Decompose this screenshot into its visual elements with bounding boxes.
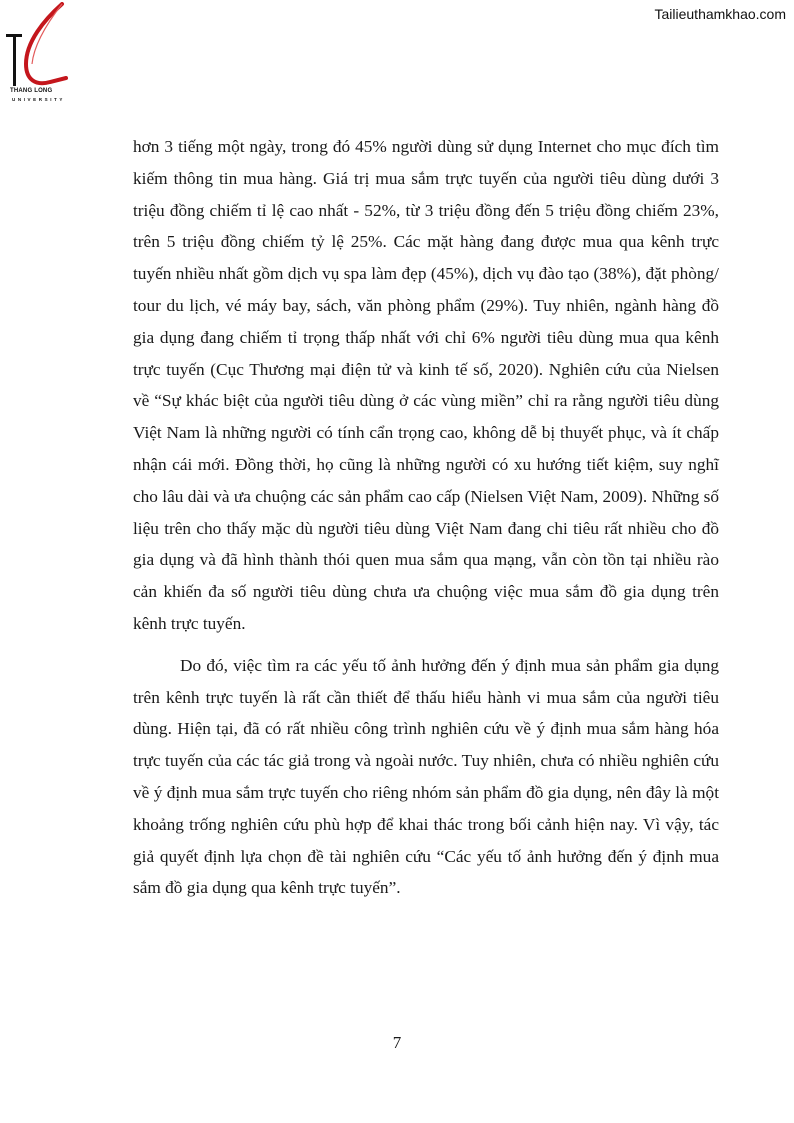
logo-emblem-icon: [4, 2, 74, 92]
document-body: [133, 131, 719, 914]
university-logo: [4, 2, 74, 106]
logo-sub-text: UNIVERSITY: [12, 97, 66, 102]
paragraph-1: hơn 3 tiếng một ngày, trong đó 45% người dùng sử dụng Internet cho mục đích tìm kiếm thông tin mua hàng. Giá trị mua sắm trực tuyến của người tiêu dùng dưới 3 triệu đồng chiếm tỉ lệ cao nhất - 52%, từ 3 triệu đồng đến 5 triệu đồng chiếm 23%, trên 5 triệu đồng chiếm tỷ lệ 25%. Các mặt hàng đang được mua qua kênh trực tuyến nhiều nhất gồm dịch vụ spa làm đẹp (45%), dịch vụ đào tạo (38%), đặt phòng/ tour du lịch, vé máy bay, sách, văn phòng phẩm (29%). Tuy nhiên, ngành hàng đồ gia dụng đang chiếm tỉ trọng thấp nhất với chỉ 6% người tiêu dùng mua qua kênh trực tuyến (Cục Thương mại điện tử và kinh tế số, 2020). Nghiên cứu của Nielsen về “Sự khác biệt của người tiêu dùng ở các vùng miền” chỉ ra rằng người tiêu dùng Việt Nam là những người có tính cẩn trọng cao, không dễ bị thuyết phục, và ít chấp nhận cái mới. Đồng thời, họ cũng là những người có xu hướng tiết kiệm, suy nghĩ cho lâu dài và ưa chuộng các sản phẩm cao cấp (Nielsen Việt Nam, 2009). Những số liệu trên cho thấy mặc dù người tiêu dùng Việt Nam đang chi tiêu rất nhiều cho đồ gia dụng và đã hình thành thói quen mua sắm qua mạng, vẫn còn tồn tại nhiều rào cản khiến đa số người tiêu dùng chưa ưa chuộng việc mua sắm đồ gia dụng trên kênh trực tuyến.: [133, 137, 719, 633]
logo-name-text: THANG LONG: [10, 88, 53, 94]
page-number: 7: [392, 1033, 402, 1052]
paragraph-2: Do đó, việc tìm ra các yếu tố ảnh hưởng đến ý định mua sản phẩm gia dụng trên kênh trực tuyến là rất cần thiết để thấu hiểu hành vi mua sắm của người tiêu dùng. Hiện tại, đã có rất nhiều công trình nghiên cứu về ý định mua sắm hàng hóa trực tuyến của các tác giả trong và ngoài nước. Tuy nhiên, chưa có nhiều nghiên cứu về ý định mua sắm trực tuyến cho riêng nhóm sản phẩm đồ gia dụng, nên đây là một khoảng trống nghiên cứu phù hợp để khai thác trong bối cảnh hiện nay. Vì vậy, tác giả quyết định lựa chọn đề tài nghiên cứu “Các yếu tố ảnh hưởng đến ý định mua sắm đồ gia dụng qua kênh trực tuyến”.: [133, 655, 719, 898]
watermark-link[interactable]: Tailieuthamkhao.com: [654, 6, 786, 22]
